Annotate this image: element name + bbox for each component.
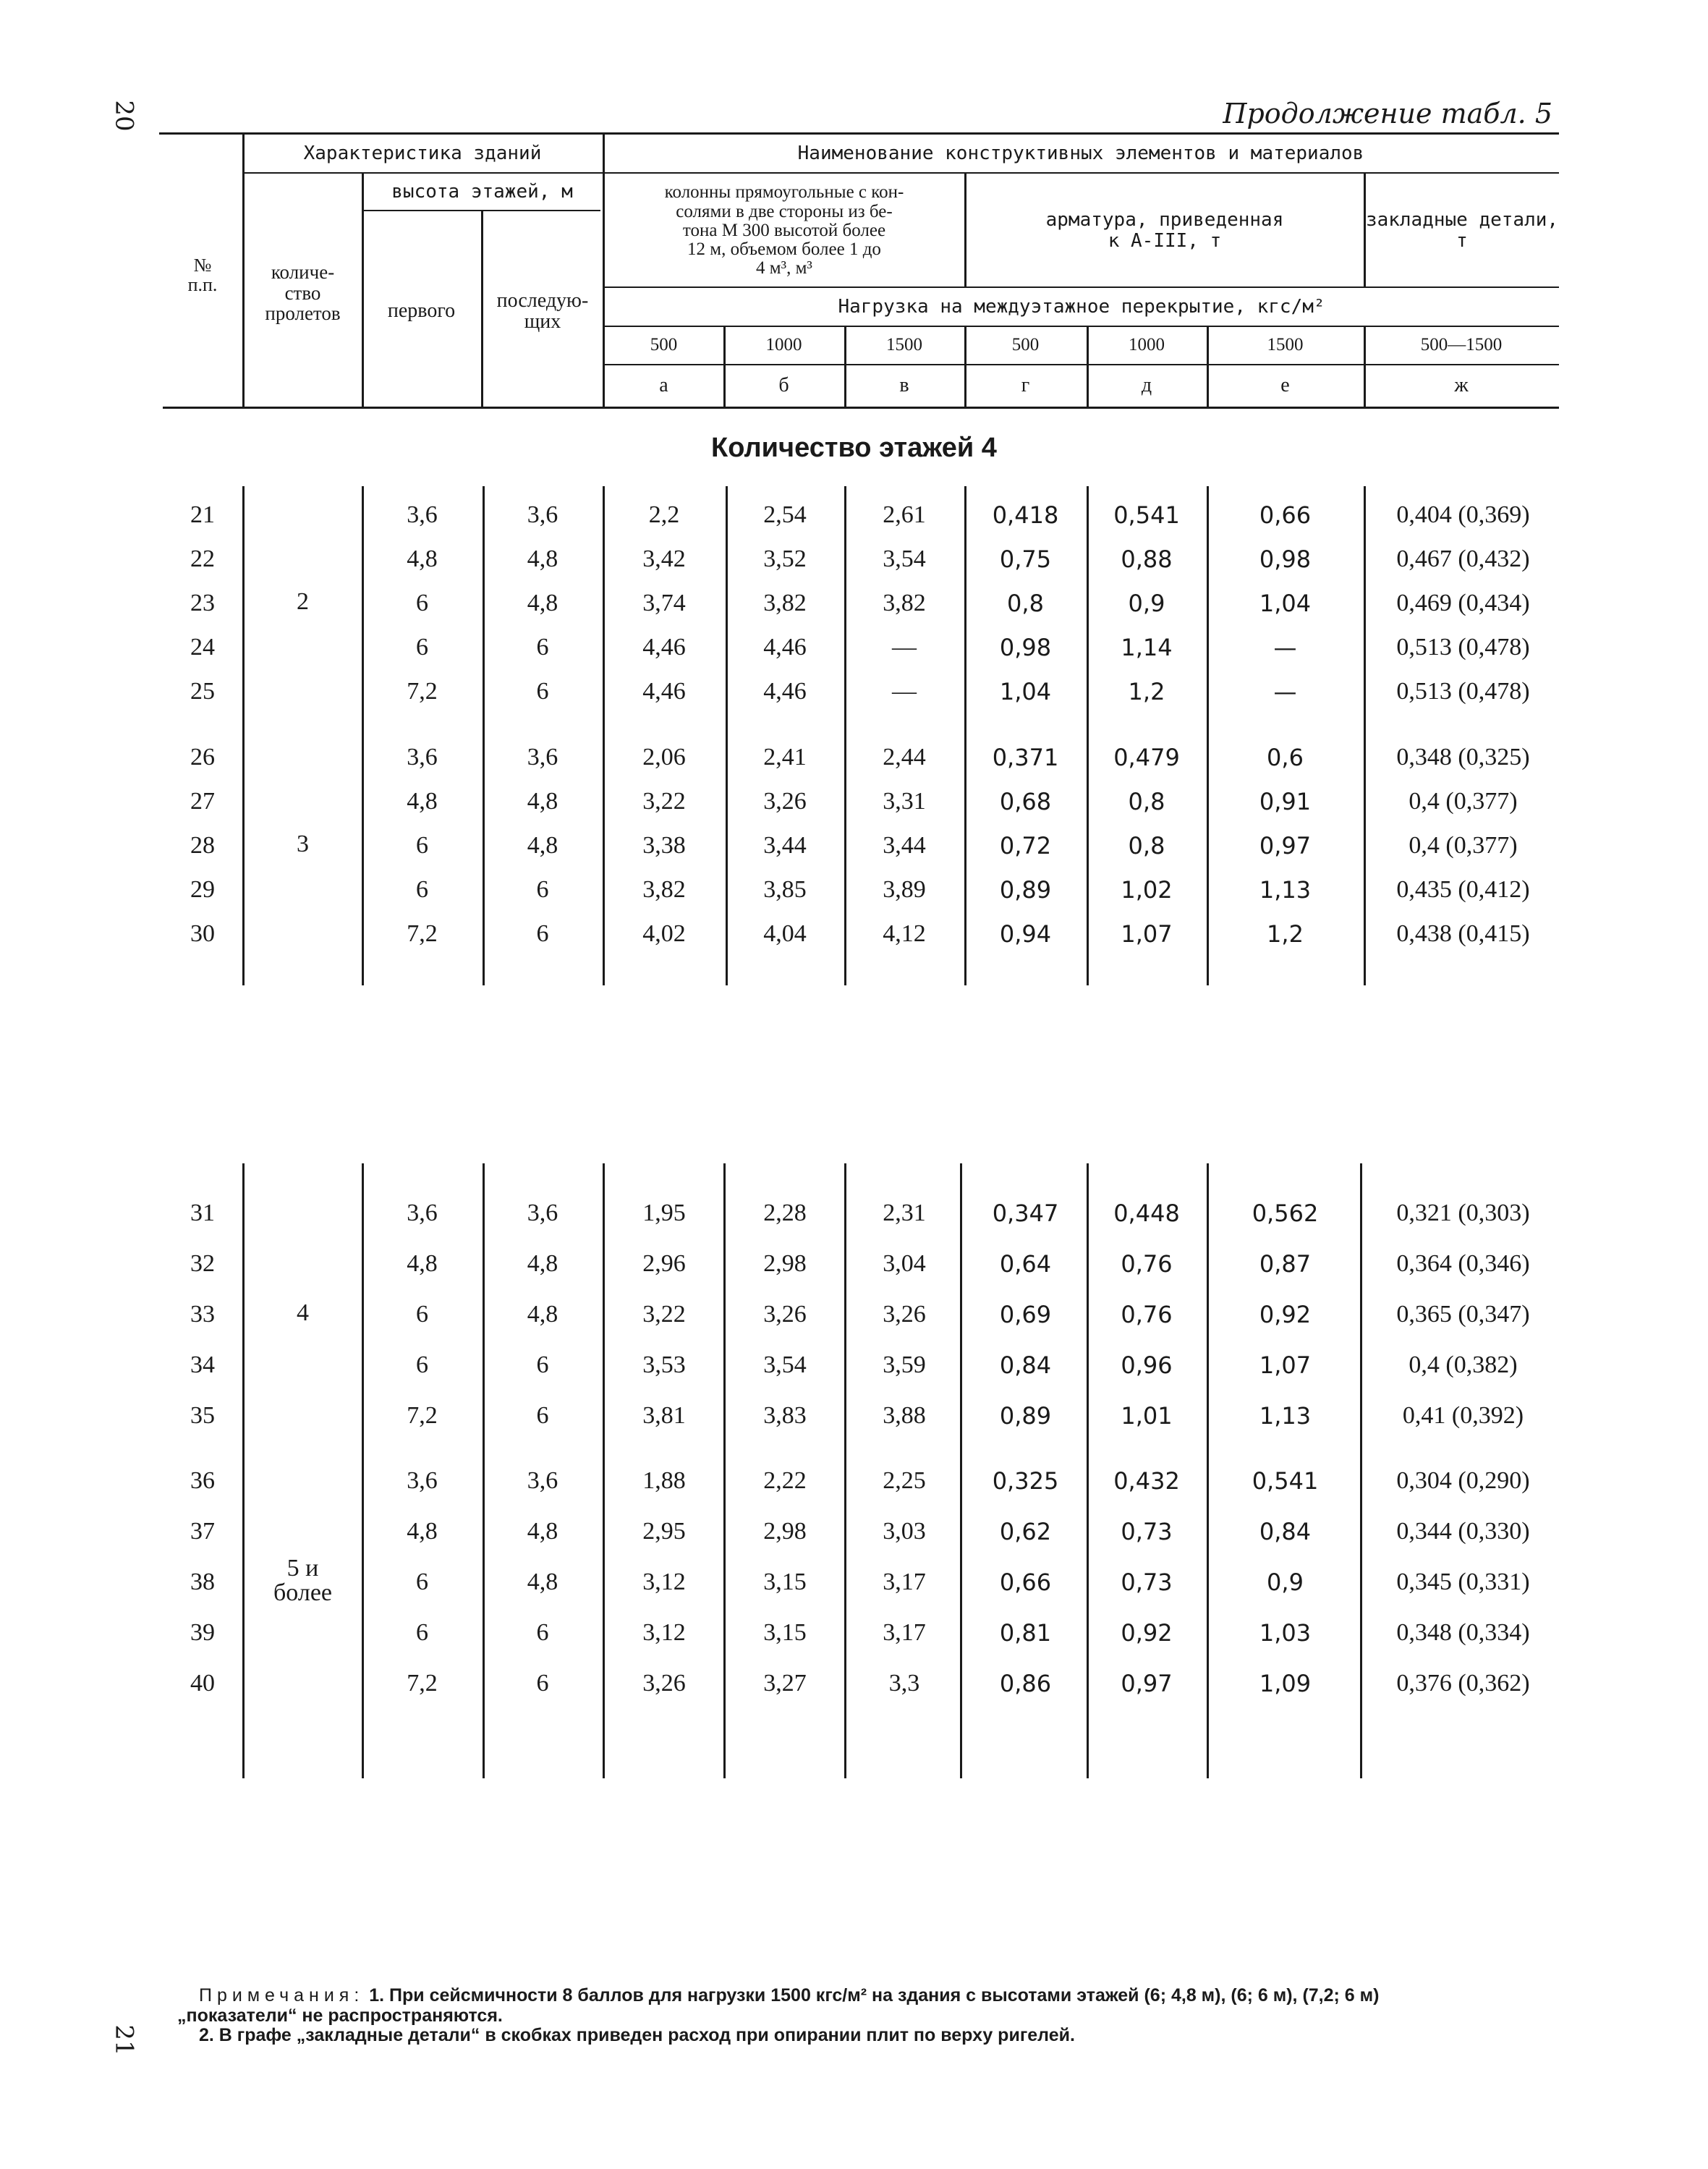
table-cell: 3,26 bbox=[763, 1301, 807, 1328]
table-cell: 3,22 bbox=[642, 788, 686, 815]
table-cell: 6 bbox=[416, 590, 428, 616]
table-cell: 0,62 bbox=[999, 1518, 1052, 1545]
table-cell: — bbox=[1273, 634, 1297, 661]
table-cell: 4,8 bbox=[407, 546, 438, 572]
table-cell: 0,8 bbox=[1007, 590, 1044, 617]
table-cell: 6 bbox=[416, 876, 428, 903]
table-cell: 6 bbox=[536, 678, 549, 705]
table-cell: 0,365 (0,347) bbox=[1396, 1301, 1530, 1328]
table-cell: 2,98 bbox=[763, 1250, 807, 1277]
spans-count-cell: 2 bbox=[297, 588, 309, 615]
table-cell: 2,95 bbox=[642, 1518, 686, 1545]
table-cell: 3,6 bbox=[407, 501, 438, 528]
table-cell: 2,96 bbox=[642, 1250, 686, 1277]
header-load-value: 1000 bbox=[765, 334, 802, 355]
table-cell: 6 bbox=[416, 1619, 428, 1646]
table-cell: 7,2 bbox=[407, 1670, 438, 1697]
table-cell: 0,344 (0,330) bbox=[1396, 1518, 1530, 1545]
table-cell: 3,82 bbox=[763, 590, 807, 616]
table-cell: 2,98 bbox=[763, 1518, 807, 1545]
table-cell: 3,42 bbox=[642, 546, 686, 572]
notes-label: Примечания: bbox=[199, 1985, 365, 2005]
table-cell: 3,54 bbox=[883, 546, 926, 572]
spans-count-cell: 3 bbox=[297, 831, 309, 857]
table-cell: 0,91 bbox=[1259, 788, 1312, 815]
table-cell: 6 bbox=[416, 1351, 428, 1378]
notes bbox=[177, 1985, 1573, 2046]
row-number: 40 bbox=[190, 1670, 215, 1697]
table-cell: 3,26 bbox=[763, 788, 807, 815]
table-cell: 3,54 bbox=[763, 1351, 807, 1378]
header-load-value: 1500 bbox=[1267, 334, 1304, 355]
table-cell: 0,88 bbox=[1121, 546, 1173, 573]
row-number: 30 bbox=[190, 920, 215, 947]
table-cell: 0,86 bbox=[999, 1670, 1052, 1697]
table-cell: 2,41 bbox=[763, 744, 807, 771]
table-cell: 1,04 bbox=[1259, 590, 1312, 617]
table-cell: 4,8 bbox=[527, 546, 558, 572]
header-load-value: 1500 bbox=[886, 334, 922, 355]
table-cell: 0,325 bbox=[992, 1467, 1059, 1495]
table-cell: 7,2 bbox=[407, 1402, 438, 1429]
table-cell: 0,92 bbox=[1259, 1301, 1312, 1328]
table-cell: 0,41 (0,392) bbox=[1402, 1402, 1524, 1429]
table-cell: 0,89 bbox=[999, 1402, 1052, 1430]
table-cell: 4,8 bbox=[527, 832, 558, 859]
table-cell: 4,8 bbox=[527, 1250, 558, 1277]
table-cell: 3,22 bbox=[642, 1301, 686, 1328]
header-letter: в bbox=[899, 374, 909, 397]
table-cell: 3,17 bbox=[883, 1619, 926, 1646]
table-cell: 4,8 bbox=[527, 1301, 558, 1328]
table-cell: 0,9 bbox=[1128, 590, 1165, 617]
row-number: 32 bbox=[190, 1250, 215, 1277]
table-cell: 3,82 bbox=[883, 590, 926, 616]
table-cell: 0,9 bbox=[1267, 1569, 1304, 1596]
note-1-text: 1. При сейсмичности 8 баллов для нагрузки 1500 кгс/м² на здания с высотами этажей (6; 4,8 м), (6; 6 м), (7,2; 6 м) bbox=[369, 1985, 1380, 2005]
header-load: Нагрузка на междуэтажное перекрытие, кгс/м² bbox=[838, 295, 1325, 318]
table-cell: 3,6 bbox=[527, 744, 558, 771]
table-cell: 2,44 bbox=[883, 744, 926, 771]
table-cell: — bbox=[892, 634, 917, 661]
spans-count-cell: 5 и более bbox=[273, 1555, 332, 1606]
row-number: 37 bbox=[190, 1518, 215, 1545]
header-elements-name: Наименование конструктивных элементов и материалов bbox=[797, 142, 1364, 164]
row-number: 38 bbox=[190, 1569, 215, 1595]
table-cell: 0,97 bbox=[1259, 832, 1312, 859]
table-cell: 0,84 bbox=[1259, 1518, 1312, 1545]
table-cell: 0,64 bbox=[999, 1250, 1052, 1278]
row-number: 27 bbox=[190, 788, 215, 815]
table-cell: 4,46 bbox=[763, 634, 807, 661]
header-load-value: 500 bbox=[650, 334, 678, 355]
table-cell: 0,404 (0,369) bbox=[1396, 501, 1530, 528]
table-cell: 7,2 bbox=[407, 678, 438, 705]
table-cell: 4,8 bbox=[527, 590, 558, 616]
table-cell: 6 bbox=[536, 1619, 549, 1646]
table-cell: 0,4 (0,382) bbox=[1409, 1351, 1518, 1378]
table-cell: 6 bbox=[416, 1301, 428, 1328]
table-cell: 0,513 (0,478) bbox=[1396, 678, 1530, 705]
table-cell: 0,513 (0,478) bbox=[1396, 634, 1530, 661]
table-cell: 4,8 bbox=[407, 1250, 438, 1277]
table-cell: 3,15 bbox=[763, 1569, 807, 1595]
table-cell: 4,46 bbox=[642, 634, 686, 661]
table-cell: 3,17 bbox=[883, 1569, 926, 1595]
table-cell: 2,61 bbox=[883, 501, 926, 528]
table-cell: 0,92 bbox=[1121, 1619, 1173, 1647]
table-cell: 0,348 (0,334) bbox=[1396, 1619, 1530, 1646]
row-number: 26 bbox=[190, 744, 215, 771]
table-cell: 0,304 (0,290) bbox=[1396, 1467, 1530, 1494]
table-cell: 2,31 bbox=[883, 1200, 926, 1226]
table-cell: 6 bbox=[536, 920, 549, 947]
table-cell: 0,76 bbox=[1121, 1250, 1173, 1278]
header-num: № п.п. bbox=[187, 254, 218, 295]
header-letter: е bbox=[1280, 374, 1290, 397]
table-cell: 2,54 bbox=[763, 501, 807, 528]
table-cell: 3,44 bbox=[763, 832, 807, 859]
row-number: 21 bbox=[190, 501, 215, 528]
table-cell: 0,84 bbox=[999, 1351, 1052, 1379]
table-cell: 3,85 bbox=[763, 876, 807, 903]
table-cell: 0,435 (0,412) bbox=[1396, 876, 1530, 903]
table-cell: 6 bbox=[536, 1351, 549, 1378]
header-load-value: 1000 bbox=[1129, 334, 1165, 355]
table-cell: 0,541 bbox=[1252, 1467, 1319, 1495]
vline-b2-1 bbox=[242, 1163, 245, 1778]
row-number: 22 bbox=[190, 546, 215, 572]
header-rebar: арматура, приведенная к А-III, т bbox=[1045, 209, 1284, 252]
header-columns: колонны прямоугольные с кон- солями в две стороны из бе- тона М 300 высотой более 12 м, объемом более 1 до 4 м³, м³ bbox=[664, 182, 904, 279]
table-cell: 3,6 bbox=[407, 744, 438, 771]
table-cell: 6 bbox=[416, 832, 428, 859]
header-building-characteristics: Характеристика зданий bbox=[303, 142, 542, 164]
table-cell: 0,432 bbox=[1113, 1467, 1180, 1495]
table-cell: 0,72 bbox=[999, 832, 1052, 859]
table-cell: 6 bbox=[536, 1402, 549, 1429]
row-number: 23 bbox=[190, 590, 215, 616]
row-number: 24 bbox=[190, 634, 215, 661]
table-cell: 1,07 bbox=[1121, 920, 1173, 948]
header-first: первого bbox=[387, 300, 456, 323]
table-cell: 6 bbox=[416, 634, 428, 661]
table-cell: 0,321 (0,303) bbox=[1396, 1200, 1530, 1226]
table-caption: Продолжение табл. 5 bbox=[1223, 98, 1552, 130]
row-number: 34 bbox=[190, 1351, 215, 1378]
table-cell: 3,27 bbox=[763, 1670, 807, 1697]
table-cell: 3,12 bbox=[642, 1619, 686, 1646]
table-cell: 6 bbox=[536, 876, 549, 903]
table-cell: 4,8 bbox=[407, 1518, 438, 1545]
table-cell: 0,347 bbox=[992, 1200, 1059, 1227]
table-cell: 3,6 bbox=[527, 501, 558, 528]
table-cell: 3,83 bbox=[763, 1402, 807, 1429]
row-number: 28 bbox=[190, 832, 215, 859]
table-cell: 4,8 bbox=[527, 1569, 558, 1595]
table-cell: 1,02 bbox=[1121, 876, 1173, 904]
table-cell: 1,2 bbox=[1128, 678, 1165, 705]
table-cell: 0,364 (0,346) bbox=[1396, 1250, 1530, 1277]
table-cell: 3,82 bbox=[642, 876, 686, 903]
table-cell: 3,31 bbox=[883, 788, 926, 815]
table-cell: 3,26 bbox=[883, 1301, 926, 1328]
table-cell: 4,04 bbox=[763, 920, 807, 947]
row-number: 31 bbox=[190, 1200, 215, 1226]
table-cell: 2,28 bbox=[763, 1200, 807, 1226]
table-cell: 4,8 bbox=[527, 788, 558, 815]
row-number: 33 bbox=[190, 1301, 215, 1328]
table-cell: 3,44 bbox=[883, 832, 926, 859]
table-cell: 3,26 bbox=[642, 1670, 686, 1697]
note-1 bbox=[199, 1986, 1573, 2006]
table-cell: 0,4 (0,377) bbox=[1409, 832, 1518, 859]
table-cell: 2,2 bbox=[648, 501, 680, 528]
header-load-value: 500—1500 bbox=[1420, 334, 1503, 355]
table-cell: 3,88 bbox=[883, 1402, 926, 1429]
row-number: 39 bbox=[190, 1619, 215, 1646]
table-cell: 6 bbox=[536, 1670, 549, 1697]
table-cell: 0,6 bbox=[1267, 744, 1304, 771]
table-cell: 2,25 bbox=[883, 1467, 926, 1494]
table-cell: 1,14 bbox=[1121, 634, 1173, 661]
table-cell: 3,6 bbox=[527, 1467, 558, 1494]
table-cell: 1,03 bbox=[1259, 1619, 1312, 1647]
table-cell: 0,73 bbox=[1121, 1569, 1173, 1596]
table-cell: — bbox=[892, 678, 917, 705]
table-cell: 0,541 bbox=[1113, 501, 1180, 529]
note-1-continuation: „показатели“ не распространяются. bbox=[177, 2005, 503, 2026]
table-cell: 4,8 bbox=[407, 788, 438, 815]
header-letter: ж bbox=[1454, 374, 1469, 397]
table-cell: 0,562 bbox=[1252, 1200, 1319, 1227]
table-cell: 3,6 bbox=[407, 1467, 438, 1494]
header-letter: г bbox=[1021, 374, 1030, 397]
header-embedded: закладные детали, т bbox=[1365, 209, 1559, 252]
table-cell: 1,04 bbox=[999, 678, 1052, 705]
table-cell: 0,438 (0,415) bbox=[1396, 920, 1530, 947]
table-cell: 0,8 bbox=[1128, 788, 1165, 815]
table-cell: 1,07 bbox=[1259, 1351, 1312, 1379]
table-cell: 4,46 bbox=[642, 678, 686, 705]
row-number: 36 bbox=[190, 1467, 215, 1494]
table-cell: 1,09 bbox=[1259, 1670, 1312, 1697]
table-cell: 1,13 bbox=[1259, 1402, 1312, 1430]
vline-b1-1 bbox=[242, 486, 245, 985]
table-cell: 0,469 (0,434) bbox=[1396, 590, 1530, 616]
table-cell: 3,53 bbox=[642, 1351, 686, 1378]
table-cell: 0,8 bbox=[1128, 832, 1165, 859]
table-cell: 3,38 bbox=[642, 832, 686, 859]
table-cell: 7,2 bbox=[407, 920, 438, 947]
table-cell: 0,371 bbox=[992, 744, 1059, 771]
header-floor-height: высота этажей, м bbox=[391, 180, 573, 203]
table-cell: 0,81 bbox=[999, 1619, 1052, 1647]
rule-header-bottom bbox=[163, 407, 1559, 409]
table-cell: 6 bbox=[416, 1569, 428, 1595]
table-cell: 1,95 bbox=[642, 1200, 686, 1226]
table-cell: 2,22 bbox=[763, 1467, 807, 1494]
table-cell: 0,467 (0,432) bbox=[1396, 546, 1530, 572]
table-cell: 0,97 bbox=[1121, 1670, 1173, 1697]
table-cell: 0,376 (0,362) bbox=[1396, 1670, 1530, 1697]
header-load-value: 500 bbox=[1011, 334, 1040, 355]
table-cell: 4,8 bbox=[527, 1518, 558, 1545]
table-cell: 4,12 bbox=[883, 920, 926, 947]
table-cell: 3,04 bbox=[883, 1250, 926, 1277]
table-cell: 0,98 bbox=[999, 634, 1052, 661]
row-number: 35 bbox=[190, 1402, 215, 1429]
spans-count-cell: 4 bbox=[297, 1299, 309, 1326]
table-cell: 0,448 bbox=[1113, 1200, 1180, 1227]
table-cell: 3,3 bbox=[888, 1670, 920, 1697]
table-cell: 0,98 bbox=[1259, 546, 1312, 573]
table-cell: 0,96 bbox=[1121, 1351, 1173, 1379]
table-cell: 0,69 bbox=[999, 1301, 1052, 1328]
header-letter: б bbox=[778, 374, 789, 397]
table-cell: 3,12 bbox=[642, 1569, 686, 1595]
table-cell: 1,13 bbox=[1259, 876, 1312, 904]
table-cell: 0,94 bbox=[999, 920, 1052, 948]
table-cell: 0,87 bbox=[1259, 1250, 1312, 1278]
row-number: 25 bbox=[190, 678, 215, 705]
row-number: 29 bbox=[190, 876, 215, 903]
page-number-bottom: 21 bbox=[109, 2024, 139, 2056]
note-2: 2. В графе „закладные детали“ в скобках приведен расход при опирании плит по верху ригелей. bbox=[199, 2025, 1075, 2045]
table-cell: 3,74 bbox=[642, 590, 686, 616]
header-spans-count: количе- ство пролетов bbox=[265, 261, 341, 325]
table-cell: 0,76 bbox=[1121, 1301, 1173, 1328]
header-letter: а bbox=[659, 374, 668, 397]
table-cell: 0,73 bbox=[1121, 1518, 1173, 1545]
table-cell: 0,4 (0,377) bbox=[1409, 788, 1518, 815]
table-cell: 3,81 bbox=[642, 1402, 686, 1429]
table-cell: 3,59 bbox=[883, 1351, 926, 1378]
header-next: последую- щих bbox=[496, 289, 589, 333]
table-cell: 4,46 bbox=[763, 678, 807, 705]
page-number-top: 20 bbox=[109, 100, 139, 132]
table-cell: 0,68 bbox=[999, 788, 1052, 815]
table-cell: 1,01 bbox=[1121, 1402, 1173, 1430]
table-cell: 3,89 bbox=[883, 876, 926, 903]
table-cell: 0,479 bbox=[1113, 744, 1180, 771]
header-letter: д bbox=[1141, 374, 1152, 397]
table-cell: 6 bbox=[536, 634, 549, 661]
table-cell: 0,75 bbox=[999, 546, 1052, 573]
table-cell: 4,02 bbox=[642, 920, 686, 947]
table-cell: 2,06 bbox=[642, 744, 686, 771]
table-cell: 0,418 bbox=[992, 501, 1059, 529]
table-cell: 0,348 (0,325) bbox=[1396, 744, 1530, 771]
table-cell: 3,6 bbox=[407, 1200, 438, 1226]
table-cell: 1,2 bbox=[1267, 920, 1304, 948]
table-cell: 3,6 bbox=[527, 1200, 558, 1226]
section-title: Количество этажей 4 bbox=[711, 433, 997, 463]
table-cell: 1,88 bbox=[642, 1467, 686, 1494]
table-cell: 0,66 bbox=[1259, 501, 1312, 529]
table-cell: 0,345 (0,331) bbox=[1396, 1569, 1530, 1595]
table-cell: 3,15 bbox=[763, 1619, 807, 1646]
table-cell: 0,89 bbox=[999, 876, 1052, 904]
table-cell: 3,03 bbox=[883, 1518, 926, 1545]
table-cell: — bbox=[1273, 678, 1297, 705]
table-cell: 0,66 bbox=[999, 1569, 1052, 1596]
table-cell: 3,52 bbox=[763, 546, 807, 572]
